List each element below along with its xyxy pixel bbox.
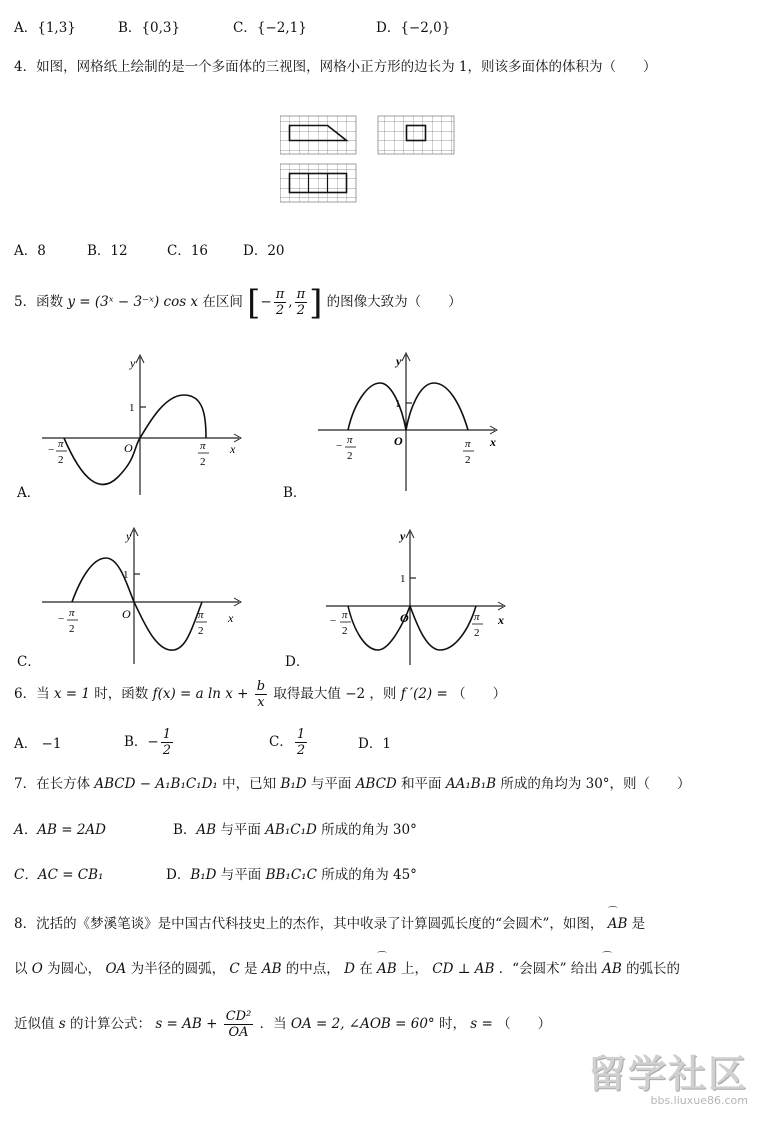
q8-s: s — [58, 1016, 66, 1032]
q7-mid2: 与平面 — [310, 776, 352, 792]
graph-a-x-label: x — [230, 442, 236, 456]
q8-l2-c: 为半径的圆弧， — [130, 961, 226, 977]
q6-option-a: A． −1 — [14, 736, 62, 752]
q7-question — [14, 774, 691, 794]
q8-line-1 — [14, 914, 645, 934]
graph-a-pi-right: π — [200, 440, 206, 452]
q5-suffix: 的图像大致为（ ） — [326, 294, 462, 310]
q8-l2-d: 是 — [244, 961, 258, 977]
graph-c — [34, 518, 264, 668]
graph-c-label: C． — [17, 654, 41, 670]
q6-mid: 时，函数 — [94, 686, 149, 702]
graph-b-pi-left: π — [347, 434, 353, 446]
q8-l1-a: 8．沈括的《梦溪笔谈》是中国古代科技史上的杰作，其中收录了计算圆弧长度的“会圆术”，如图， — [14, 916, 604, 932]
watermark-url: bbs.liuxue86.com — [650, 1094, 748, 1107]
q6-question — [14, 676, 506, 712]
graph-b-label: B． — [283, 485, 307, 501]
q7-plane1: ABCD — [355, 776, 397, 792]
q8-frac: $\frac{\text{CD²}}{OA}$ — [225, 1009, 252, 1040]
q7-plane2: AA₁B₁B — [445, 776, 497, 792]
top-view — [280, 164, 356, 202]
q8-l3-c: ．当 — [259, 1016, 287, 1032]
graph-d-two-right: 2 — [474, 627, 480, 639]
q8-arc-ab: ⌒ AB — [608, 914, 628, 934]
q8-line-3 — [14, 1004, 551, 1044]
q8-l2-f: 在 — [359, 961, 373, 977]
q5-mid: 在区间 — [202, 294, 243, 310]
front-view — [280, 116, 356, 154]
q8-l3-a: 近似值 — [14, 1016, 55, 1032]
graph-a-label: A． — [17, 485, 41, 501]
q4-option-b: B．12 — [87, 243, 128, 259]
q8-cd-perp: CD ⊥ AB — [432, 961, 495, 977]
graph-a-two-left: 2 — [58, 454, 64, 466]
q8-l2-i: 的弧长的 — [626, 961, 681, 977]
q5-formula: y = (3ˣ − 3⁻ˣ) cos x — [67, 294, 199, 310]
q5-left-bracket: [ — [247, 282, 261, 323]
graph-d-minus: − — [330, 615, 337, 627]
graph-b-pi-right: π — [465, 438, 471, 450]
q8-o: O — [31, 961, 43, 977]
graph-b-minus: − — [336, 440, 343, 452]
graph-d — [318, 522, 528, 667]
q5-frac-right: $\frac{\pi}{2}$ — [296, 287, 306, 318]
q8-l2-h: ．“会圆术” 给出 — [498, 961, 598, 977]
graph-a-one: 1 — [129, 402, 135, 414]
graph-b-origin: O — [394, 434, 403, 448]
q8-arc-ab-2: ⌒ AB — [377, 959, 397, 979]
q5-right-bracket: ] — [309, 282, 323, 323]
q6-suffix: （ ） — [452, 686, 507, 702]
q7-option-b: B．AB 与平面 AB₁C₁D 所成的角为 30° — [173, 822, 417, 838]
graph-c-x-label: x — [228, 611, 234, 625]
q4-option-d: D．20 — [243, 243, 285, 259]
q7-suffix: 所成的角均为 30°，则（ ） — [500, 776, 691, 792]
q8-l1-b: 是 — [631, 916, 646, 932]
q6-mid3: ，则 — [369, 686, 397, 702]
q6-maxval: −2 — [345, 686, 366, 702]
graph-a-minus: − — [48, 444, 55, 456]
graph-b — [310, 343, 530, 493]
graph-b-one: 1 — [395, 398, 401, 410]
q5-frac-left: $\frac{\pi}{2}$ — [275, 287, 285, 318]
watermark-text: 留学社区 — [587, 1052, 748, 1096]
q8-l2-e: 的中点， — [285, 961, 340, 977]
q8-c: C — [229, 961, 240, 977]
q4-option-a: A．8 — [14, 243, 46, 259]
q6-cond: x = 1 — [53, 686, 90, 702]
q3-option-c: C．{−2,1} — [233, 20, 307, 36]
graph-b-x-label: x — [490, 435, 496, 449]
graph-a-two-right: 2 — [200, 456, 206, 468]
graph-b-two-right: 2 — [465, 454, 471, 466]
q5-question — [14, 282, 462, 322]
q7-mid3: 和平面 — [401, 776, 442, 792]
q8-d: D — [344, 961, 355, 977]
q7-line1: B₁D — [280, 776, 307, 792]
q7-option-c: C．AC = CB₁ — [14, 867, 104, 883]
q3-option-a: A．{1,3} — [14, 20, 76, 36]
graph-c-minus: − — [58, 613, 65, 625]
q6-frac: $\frac{b}{x}$ — [256, 679, 266, 710]
q8-line-2 — [14, 959, 680, 979]
q7-mid: 中，已知 — [222, 776, 277, 792]
q6-prefix: 6．当 — [14, 686, 50, 702]
graph-d-label: D． — [285, 654, 310, 670]
graph-a-origin: O — [124, 441, 133, 455]
q8-oa: OA — [105, 961, 127, 977]
q4-question: 4．如图，网格纸上绘制的是一个多面体的三视图，网格小正方形的边长为 1，则该多面体的体积为（ ） — [14, 59, 657, 75]
q6-mid2: 取得最大值 — [273, 686, 341, 702]
q7-option-a: A．AB = 2AD — [14, 822, 106, 838]
q8-ab: AB — [261, 961, 282, 977]
q8-formula-pre: s = AB + — [155, 1016, 218, 1032]
q6-option-d: D．1 — [358, 736, 391, 752]
graph-c-two-right: 2 — [198, 625, 204, 637]
q8-l3-d: 时， — [438, 1016, 466, 1032]
graph-d-x-label: x — [498, 613, 504, 627]
q5-comma: , — [288, 294, 293, 310]
q7-prefix: 7．在长方体 — [14, 776, 91, 792]
graph-d-y-label: y — [400, 529, 406, 543]
three-view-diagram — [280, 112, 480, 212]
graph-b-y-label: y — [396, 354, 402, 368]
graph-c-origin: O — [122, 607, 131, 621]
q8-ask: s = — [470, 1016, 493, 1032]
q8-l3-b: 的计算公式： — [70, 1016, 152, 1032]
q5-prefix: 5．函数 — [14, 294, 64, 310]
graph-d-one: 1 — [400, 573, 406, 585]
q8-l2-b: 为圆心， — [47, 961, 102, 977]
q8-l2-g: 上， — [400, 961, 428, 977]
side-view — [378, 116, 454, 154]
q8-suffix: （ ） — [497, 1016, 552, 1032]
graph-c-one: 1 — [123, 569, 129, 581]
q5-minus: − — [260, 294, 272, 310]
graph-d-pi-right: π — [474, 611, 480, 623]
q6-option-b: B．− $\frac{1}{2}$ — [124, 727, 172, 758]
graph-a-y-label: y — [130, 356, 136, 370]
graph-c-y-label: y — [126, 529, 132, 543]
q6-option-c: C． $\frac{1}{2}$ — [269, 727, 306, 758]
q7-option-d: D．B₁D 与平面 BB₁C₁C 所成的角为 45° — [166, 867, 417, 883]
graph-c-two-left: 2 — [69, 623, 75, 635]
graph-d-two-left: 2 — [342, 625, 348, 637]
graph-c-pi-right: π — [198, 609, 204, 621]
watermark-logo — [588, 1043, 748, 1107]
q3-option-b: B．{0,3} — [118, 20, 181, 36]
q8-cond: OA = 2, ∠AOB = 60° — [290, 1016, 435, 1032]
graph-a-pi-left: π — [58, 438, 64, 450]
q7-solid: ABCD − A₁B₁C₁D₁ — [94, 776, 218, 792]
graph-c-pi-left: π — [69, 607, 75, 619]
graph-b-two-left: 2 — [347, 450, 353, 462]
q8-l2-a: 以 — [14, 961, 28, 977]
q3-option-d: D．{−2,0} — [376, 20, 451, 36]
graph-d-pi-left: π — [342, 609, 348, 621]
q4-option-c: C．16 — [167, 243, 209, 259]
q8-arc-ab-3: ⌒ AB — [602, 959, 622, 979]
graph-d-origin: O — [400, 611, 409, 625]
q6-ask: f ′(2) = — [400, 686, 448, 702]
q6-func: f(x) = a ln x + — [152, 686, 249, 702]
graph-a — [34, 345, 264, 505]
